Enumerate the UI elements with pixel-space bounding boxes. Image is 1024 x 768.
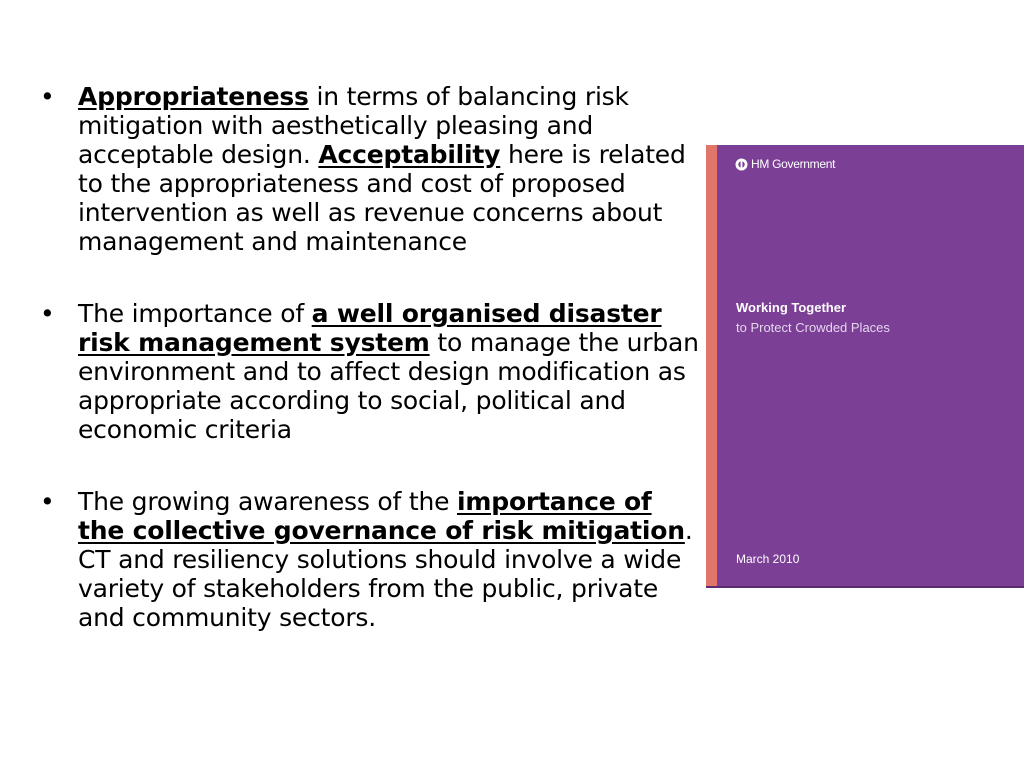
bullet-text: The growing awareness of the (78, 487, 458, 516)
bullet-collective-governance (40, 487, 704, 632)
cover-date: March 2010 (736, 552, 800, 566)
term-disaster-risk-management: a well organised disaster risk management system (78, 299, 662, 357)
bullet-text: The importance of (78, 299, 312, 328)
term-acceptability: Acceptability (318, 140, 501, 169)
publisher-label: HM Government (751, 157, 836, 171)
cover-stripe (706, 145, 717, 588)
bullet-marker: • (40, 82, 55, 111)
cover-publisher (735, 157, 835, 171)
bullet-disaster-risk-management (40, 299, 704, 444)
bullet-text: here is related to the appropriateness and cost of proposed intervention as well as revenue concerns about management and maintenance (78, 140, 686, 256)
bullet-marker: • (40, 299, 55, 328)
bullet-list (40, 82, 704, 675)
bullet-appropriateness (40, 82, 704, 256)
report-cover-image (706, 145, 1024, 588)
term-appropriateness: Appropriateness (78, 82, 309, 111)
bullet-marker: • (40, 487, 55, 516)
crest-icon (735, 158, 748, 171)
bullet-text: to manage the urban environment and to affect design modification as appropriate according to social, political and economic criteria (78, 328, 699, 444)
bullet-text: . CT and resiliency solutions should involve a wide variety of stakeholders from the public, private and community sectors. (78, 516, 693, 632)
cover-subtitle: to Protect Crowded Places (736, 320, 890, 335)
bullet-text: in terms of balancing risk mitigation with aesthetically pleasing and acceptable design. (78, 82, 629, 169)
cover-title: Working Together (736, 300, 847, 315)
term-collective-governance: importance of the collective governance of risk mitigation (78, 487, 685, 545)
cover-bottom-edge (706, 586, 1024, 588)
